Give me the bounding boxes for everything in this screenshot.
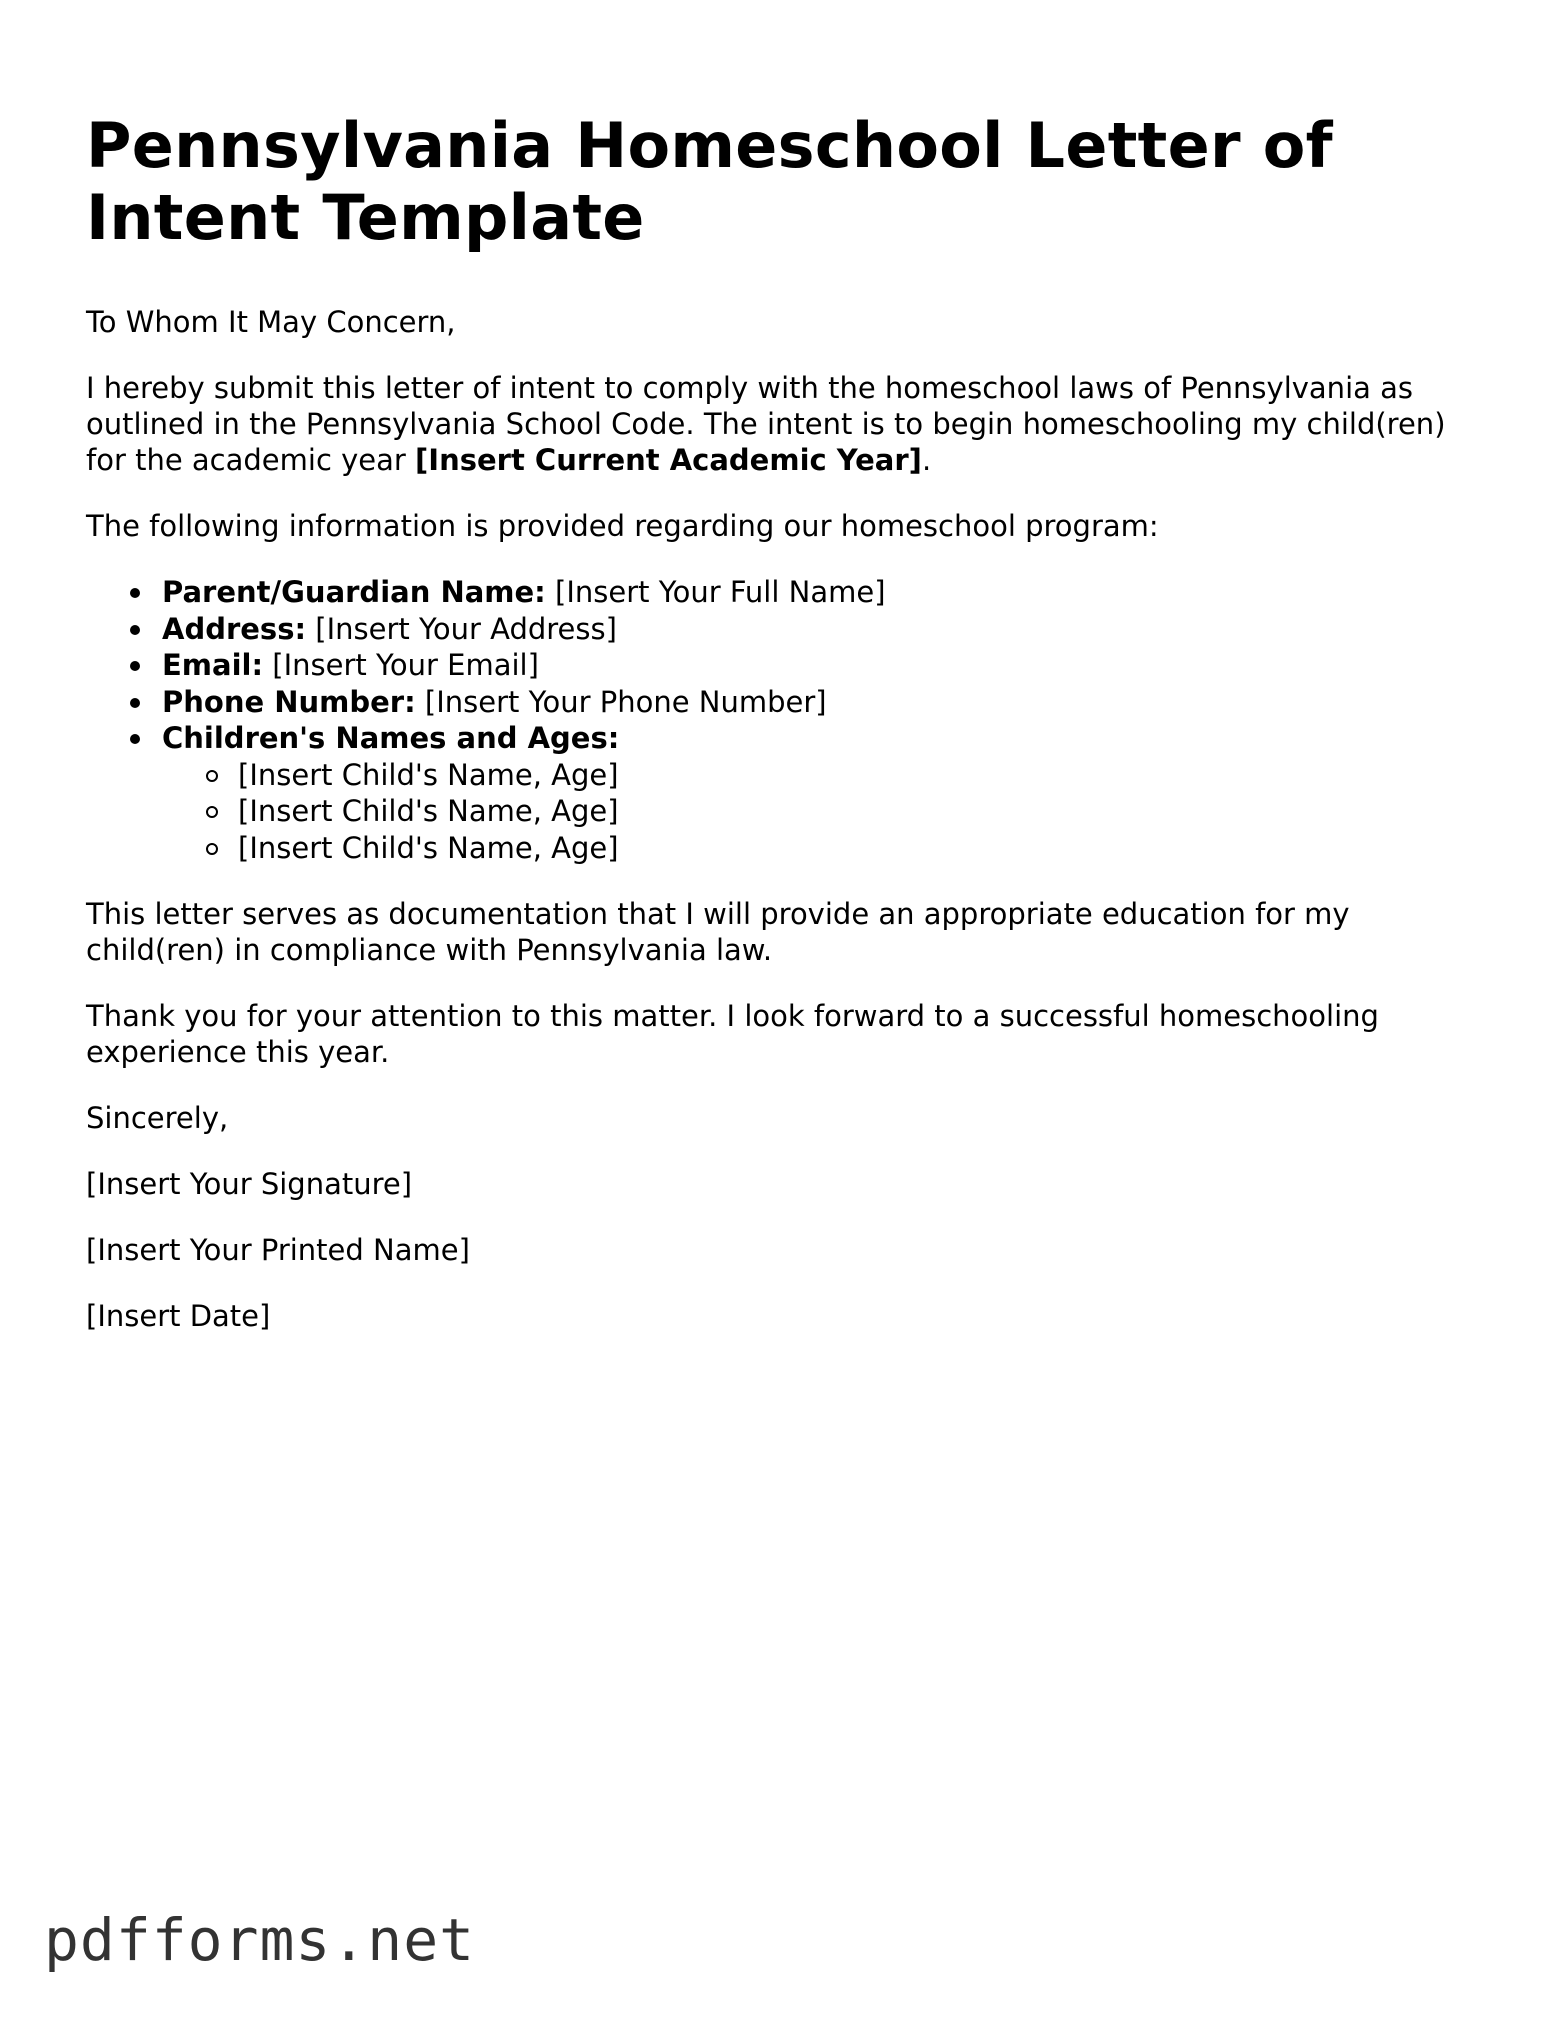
child-entry: [Insert Child's Name, Age]	[238, 757, 619, 792]
child-entry: [Insert Child's Name, Age]	[238, 830, 619, 865]
salutation: To Whom It May Concern,	[86, 305, 456, 339]
children-list	[162, 757, 1486, 867]
watermark-logo: pdfforms.net	[44, 1906, 476, 1974]
document-page	[86, 110, 1486, 1364]
list-item-children	[162, 720, 1486, 866]
info-list	[86, 574, 1486, 866]
closing: Sincerely,	[86, 1101, 229, 1135]
info-value: [Insert Your Email]	[263, 648, 539, 682]
bullet-icon	[130, 734, 140, 744]
list-item-phone	[162, 684, 1486, 721]
printed-name-placeholder: [Insert Your Printed Name]	[86, 1233, 470, 1267]
info-label: Address:	[162, 611, 307, 646]
bullet-icon	[130, 698, 140, 708]
info-label: Children's Names and Ages:	[162, 721, 620, 755]
child-entry: [Insert Child's Name, Age]	[238, 794, 619, 828]
date-placeholder: [Insert Date]	[86, 1299, 271, 1333]
intro-text: I hereby submit this letter of intent to comply with the homeschool laws of Pennsylvania as outlined in the Pennsylvania School Code. The intent is to begin homeschooling my child(ren) for the academic year	[86, 371, 1446, 477]
intro-end: .	[921, 443, 932, 477]
bullet-icon	[130, 588, 140, 598]
child-list-item	[238, 830, 1486, 867]
thanks-paragraph: Thank you for your attention to this matter. I look forward to a successful homeschooling experience this year.	[86, 999, 1379, 1069]
intro-paragraph	[86, 370, 1486, 478]
info-label: Parent/Guardian Name:	[162, 575, 546, 609]
info-value: [Insert Your Address]	[306, 611, 617, 646]
list-item-parent-name	[162, 574, 1486, 611]
child-list-item	[238, 757, 1486, 794]
list-item-address	[162, 611, 1486, 648]
info-label: Phone Number:	[162, 684, 416, 719]
info-intro: The following information is provided regarding our homeschool program:	[86, 509, 1159, 543]
info-value: [Insert Your Phone Number]	[415, 684, 827, 719]
list-item-email	[162, 647, 1486, 684]
info-value: [Insert Your Full Name]	[545, 575, 886, 609]
bullet-icon	[130, 661, 140, 671]
circle-bullet-icon	[206, 843, 218, 855]
bullet-icon	[130, 625, 140, 635]
documentation-paragraph: This letter serves as documentation that I will provide an appropriate education for my child(ren) in compliance with Pennsylvania law.	[86, 897, 1350, 967]
child-list-item	[238, 793, 1486, 830]
page-title: Pennsylvania Homeschool Letter of Intent Template	[86, 109, 1333, 254]
info-label: Email:	[162, 648, 264, 682]
circle-bullet-icon	[206, 770, 218, 782]
signature-placeholder: [Insert Your Signature]	[86, 1167, 413, 1201]
circle-bullet-icon	[206, 806, 218, 818]
academic-year-placeholder: [Insert Current Academic Year]	[415, 443, 922, 477]
